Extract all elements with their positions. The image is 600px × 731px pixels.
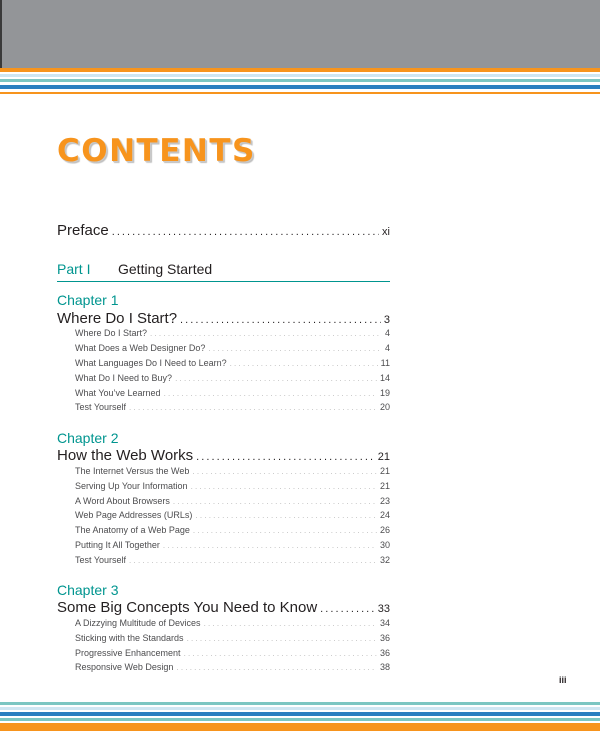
dot-leader <box>196 451 375 463</box>
top-stripe-orange-thin <box>0 92 600 94</box>
part-title: Getting Started <box>118 261 213 277</box>
section-page: 20 <box>379 402 390 412</box>
section-page: 11 <box>380 358 390 368</box>
toc-section[interactable] <box>75 555 390 565</box>
bottom-stripe-light <box>0 707 600 710</box>
toc-chapter-3[interactable] <box>57 599 390 616</box>
page-number: iii <box>559 675 567 685</box>
section-title: Responsive Web Design <box>75 662 174 672</box>
chapter-3-title: Some Big Concepts You Need to Know <box>57 599 318 616</box>
toc-section[interactable] <box>75 358 390 368</box>
section-page: 24 <box>379 510 390 520</box>
part-label: Part I <box>57 261 91 277</box>
toc-section[interactable] <box>75 496 390 506</box>
section-title: What Languages Do I Need to Learn? <box>75 358 227 368</box>
toc-section[interactable] <box>75 466 390 476</box>
toc-chapter-2[interactable] <box>57 447 390 464</box>
section-page: 36 <box>379 648 390 658</box>
chapter-1-title: Where Do I Start? <box>57 310 178 327</box>
section-page: 30 <box>379 540 390 550</box>
dot-leader <box>191 482 377 491</box>
part-heading <box>57 261 390 282</box>
toc-preface-page: xi <box>382 226 390 238</box>
dot-leader <box>193 526 377 535</box>
chapter-2-number: Chapter 2 <box>57 430 119 446</box>
section-title: What You’ve Learned <box>75 388 161 398</box>
section-page: 21 <box>379 466 390 476</box>
dot-leader <box>320 603 375 615</box>
section-page: 14 <box>379 373 390 383</box>
toc-section[interactable] <box>75 388 390 398</box>
chapter-2-title: How the Web Works <box>57 447 194 464</box>
header-band-edge <box>0 0 2 68</box>
dot-leader <box>129 403 377 412</box>
section-page: 32 <box>379 555 390 565</box>
dot-leader <box>173 497 377 506</box>
section-page: 36 <box>379 633 390 643</box>
dot-leader <box>150 329 382 338</box>
chapter-3-page: 33 <box>377 603 390 615</box>
toc-section[interactable] <box>75 510 390 520</box>
toc-section[interactable] <box>75 633 390 643</box>
toc-section[interactable] <box>75 343 390 353</box>
toc-chapter-1[interactable] <box>57 310 390 327</box>
toc-section[interactable] <box>75 648 390 658</box>
top-stripe-teal <box>0 79 600 82</box>
toc-preface[interactable] <box>57 222 390 239</box>
toc-section[interactable] <box>75 373 390 383</box>
section-page: 34 <box>379 618 390 628</box>
bottom-stripe-teal <box>0 702 600 705</box>
dot-leader <box>112 226 379 238</box>
dot-leader <box>180 314 381 326</box>
section-page: 19 <box>379 388 390 398</box>
section-page: 23 <box>379 496 390 506</box>
dot-leader <box>187 634 377 643</box>
top-stripe-light <box>0 74 600 77</box>
chapter-3-number: Chapter 3 <box>57 582 119 598</box>
section-page: 26 <box>379 525 390 535</box>
dot-leader <box>163 541 377 550</box>
dot-leader <box>230 359 378 368</box>
top-stripe-blue <box>0 85 600 89</box>
dot-leader <box>176 663 377 672</box>
toc-section[interactable] <box>75 662 390 672</box>
header-band <box>0 0 600 68</box>
dot-leader <box>175 374 377 383</box>
section-title: Test Yourself <box>75 402 127 412</box>
dot-leader <box>164 389 377 398</box>
toc-section[interactable] <box>75 540 390 550</box>
section-title: Where Do I Start? <box>75 328 148 338</box>
section-page: 21 <box>379 481 390 491</box>
dot-leader <box>184 649 377 658</box>
section-title: What Do I Need to Buy? <box>75 373 173 383</box>
toc-section[interactable] <box>75 402 390 412</box>
dot-leader <box>129 556 377 565</box>
section-title: What Does a Web Designer Do? <box>75 343 206 353</box>
section-title: Sticking with the Standards <box>75 633 184 643</box>
dot-leader <box>208 344 382 353</box>
chapter-1-number: Chapter 1 <box>57 292 119 308</box>
section-title: The Anatomy of a Web Page <box>75 525 190 535</box>
section-page: 4 <box>384 343 390 353</box>
section-page: 4 <box>384 328 390 338</box>
top-stripe-orange <box>0 68 600 72</box>
page-title: CONTENTS <box>57 133 256 169</box>
section-title: A Dizzying Multitude of Devices <box>75 618 201 628</box>
toc-section[interactable] <box>75 618 390 628</box>
section-title: A Word About Browsers <box>75 496 170 506</box>
section-title: Web Page Addresses (URLs) <box>75 510 193 520</box>
chapter-2-page: 21 <box>377 451 390 463</box>
dot-leader <box>192 467 377 476</box>
section-title: Putting It All Together <box>75 540 160 550</box>
toc-section[interactable] <box>75 481 390 491</box>
section-title: Progressive Enhancement <box>75 648 181 658</box>
toc-preface-label: Preface <box>57 222 109 239</box>
bottom-stripe-teal-2 <box>0 718 600 721</box>
toc-section[interactable] <box>75 328 390 338</box>
section-page: 38 <box>379 662 390 672</box>
bottom-stripe-blue <box>0 712 600 716</box>
toc-section[interactable] <box>75 525 390 535</box>
dot-leader <box>195 511 377 520</box>
section-title: Serving Up Your Information <box>75 481 188 491</box>
section-title: Test Yourself <box>75 555 127 565</box>
chapter-1-page: 3 <box>383 314 390 326</box>
dot-leader <box>204 619 377 628</box>
bottom-stripe-orange <box>0 723 600 731</box>
section-title: The Internet Versus the Web <box>75 466 190 476</box>
